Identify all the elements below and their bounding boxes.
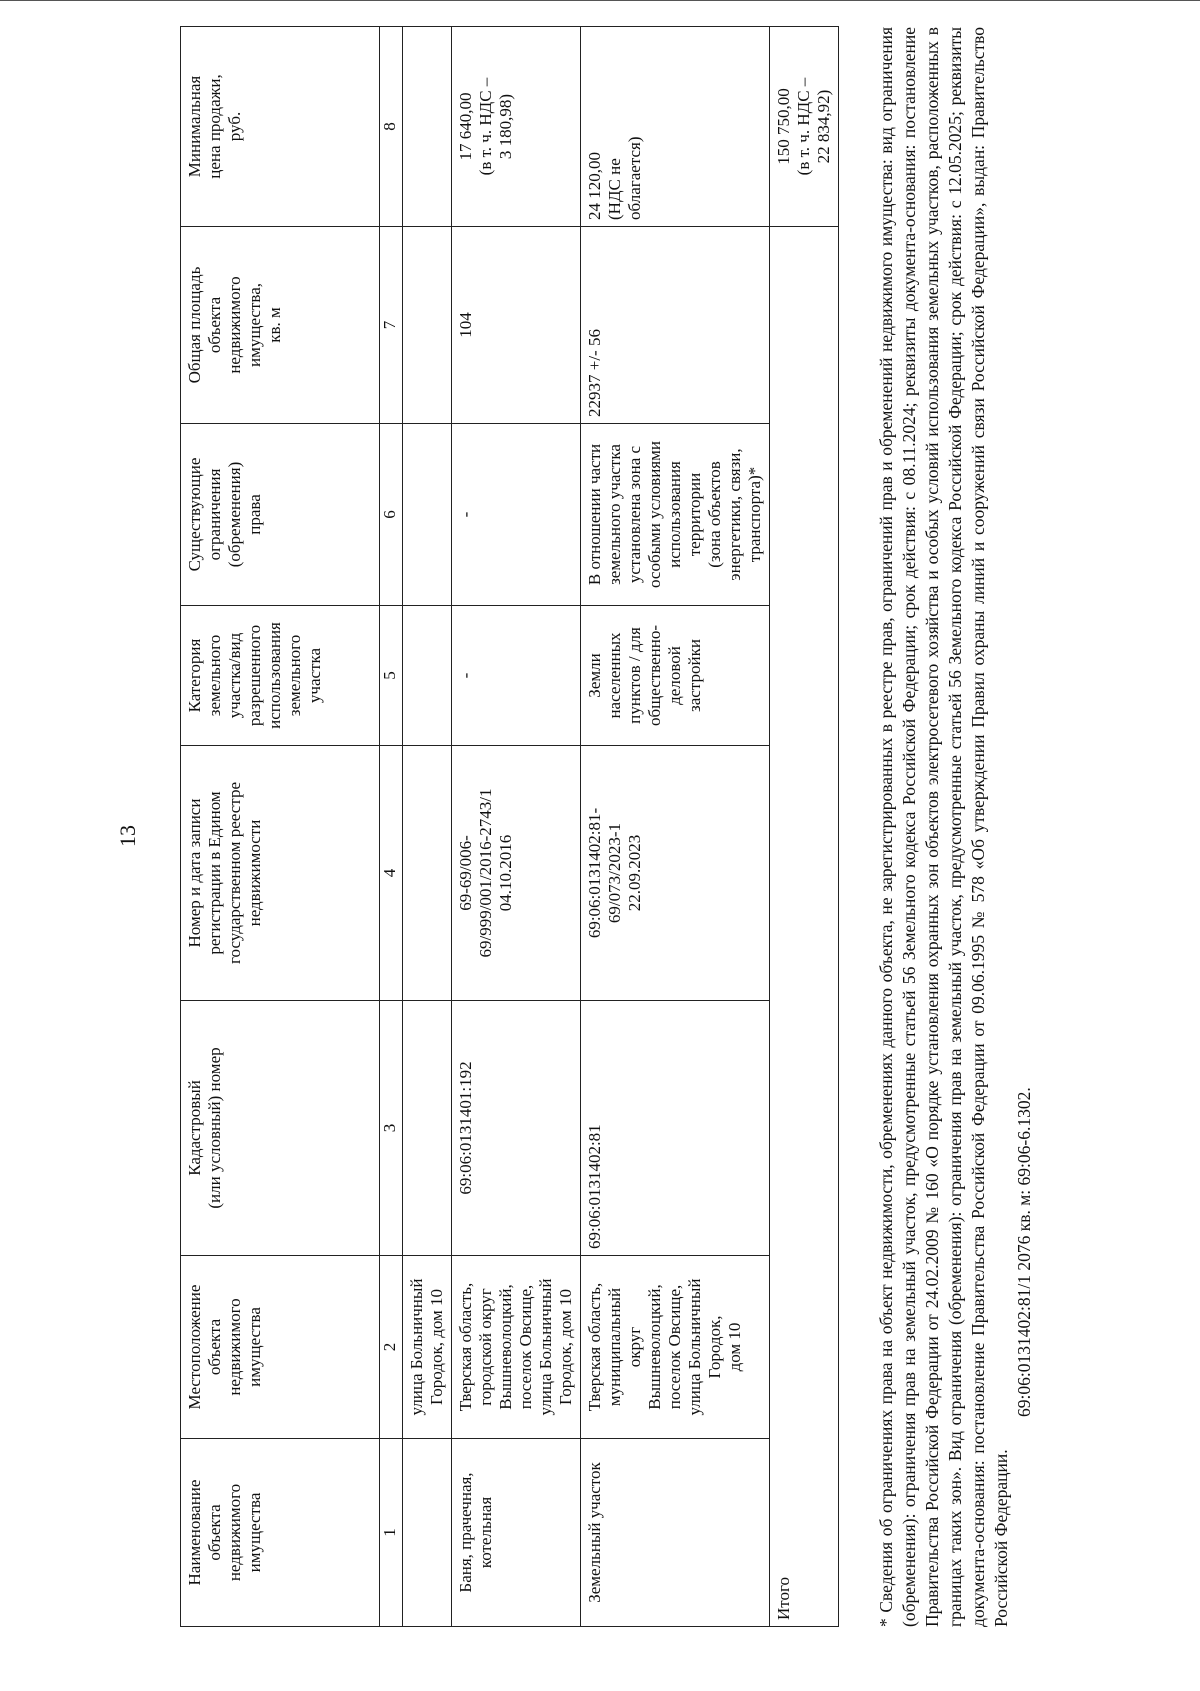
price-cell: 17 640,00 (в т. ч. НДС – 3 180,98) bbox=[452, 27, 581, 227]
header-cell: Существующие ограничения (обременения) права bbox=[181, 424, 380, 606]
header-cell: Наименование объекта недвижимого имущества bbox=[181, 1439, 380, 1627]
header-cell: Минимальная цена продажи, руб. bbox=[181, 27, 380, 227]
category-cell: Земли населенных пунктов / для общественно- деловой застройки bbox=[581, 606, 770, 746]
total-label: Итого bbox=[770, 227, 839, 1627]
column-number: 2 bbox=[380, 1256, 403, 1439]
header-cell: Номер и дата записи регистрации в Едином государственном реестре недвижимости bbox=[181, 746, 380, 1001]
object-name-cell: Баня, прачечная, котельная bbox=[452, 1439, 581, 1627]
table-cell bbox=[403, 746, 452, 1001]
table-cell bbox=[403, 1439, 452, 1627]
table-header-row bbox=[181, 27, 380, 1627]
table-cell bbox=[403, 27, 452, 227]
table-cell bbox=[403, 606, 452, 746]
page-number: 13 bbox=[115, 825, 140, 847]
column-number-row bbox=[380, 27, 403, 1627]
header-cell: Кадастровый (или условный) номер bbox=[181, 1001, 380, 1256]
table-row-land-plot bbox=[581, 27, 770, 1627]
total-price: 150 750,00 (в т. ч. НДС – 22 834,92) bbox=[770, 27, 839, 227]
column-number: 5 bbox=[380, 606, 403, 746]
restrictions-cell: - bbox=[452, 424, 581, 606]
continuation-row bbox=[403, 27, 452, 1627]
footnote bbox=[875, 27, 1036, 1627]
table-cell bbox=[403, 227, 452, 424]
column-number: 4 bbox=[380, 746, 403, 1001]
registration-cell: 69:06:0131402:81- 69/073/2023-1 22.09.2023 bbox=[581, 746, 770, 1001]
footnote-text: * Сведения об ограничениях права на объект недвижимости, обременениях данного объекта, не зарегистрированных в реестре прав, ограничений прав и обременений недвижимого имущества: вид ограничения (обременения): ограничения прав на земельный участок, предусмотренные статьей 56 Земельного кодекса Российской Федерации; срок действия: с 08.11.2024; реквизиты документа-основания: постановление Правительства Российской Федерации от 24.02.2009 № 160 «О порядке установления охранных зон объектов электросетевого хозяйства и особых условий использования земельных участков, расположенных в границах таких зон». Вид ограничения (обременения): ограничения прав на земельный участок, предусмотренные статьей 56 Земельного кодекса Российской Федерации; срок действия: с 12.05.2025; реквизиты документа-основания: постановление Правительства Российской Федерации от 09.06.1995 № 578 «Об утверждении Правил охраны линий и сооружений связи Российской Федерации», выдан: Правительство Российской Федерации. bbox=[876, 27, 1011, 1627]
restrictions-cell: В отношении части земельного участка установлена зона с особыми условиями использования территории (зона объектов энергетики, связи, транспорта)* bbox=[581, 424, 770, 606]
cadastral-number-cell: 69:06:0131402:81 bbox=[581, 1001, 770, 1256]
cadastral-number-cell: 69:06:0131401:192 bbox=[452, 1001, 581, 1256]
table-row-bathhouse bbox=[452, 27, 581, 1627]
continuation-location-cell: улица Больничный Городок, дом 10 bbox=[403, 1256, 452, 1439]
header-cell: Местоположение объекта недвижимого имущества bbox=[181, 1256, 380, 1439]
column-number: 1 bbox=[380, 1439, 403, 1627]
location-cell: Тверская область, городской округ Вышневолоцкий, поселок Овсище, улица Больничный Городок, дом 10 bbox=[452, 1256, 581, 1439]
column-number: 3 bbox=[380, 1001, 403, 1256]
header-cell: Категория земельного участка/вид разрешенного использования земельного участка bbox=[181, 606, 380, 746]
table-cell bbox=[403, 1001, 452, 1256]
area-cell: 22937 +/- 56 bbox=[581, 227, 770, 424]
header-cell: Общая площадь объекта недвижимого имущества, кв. м bbox=[181, 227, 380, 424]
footnote-last-line: 69:06:0131402:81/1 2076 кв. м: 69:06-6.1302. bbox=[1014, 1087, 1034, 1417]
total-row bbox=[770, 27, 839, 1627]
property-table bbox=[180, 26, 839, 1627]
category-cell: - bbox=[452, 606, 581, 746]
area-cell: 104 bbox=[452, 227, 581, 424]
column-number: 7 bbox=[380, 227, 403, 424]
object-name-cell: Земельный участок bbox=[581, 1439, 770, 1627]
column-number: 8 bbox=[380, 27, 403, 227]
table-cell bbox=[403, 424, 452, 606]
location-cell: Тверская область, муниципальный округ Вышневолоцкий, поселок Овсище, улица Больничный Городок, дом 10 bbox=[581, 1256, 770, 1439]
registration-cell: 69-69/006- 69/999/001/2016-2743/1 04.10.2016 bbox=[452, 746, 581, 1001]
price-cell: 24 120,00 (НДС не облагается) bbox=[581, 27, 770, 227]
column-number: 6 bbox=[380, 424, 403, 606]
